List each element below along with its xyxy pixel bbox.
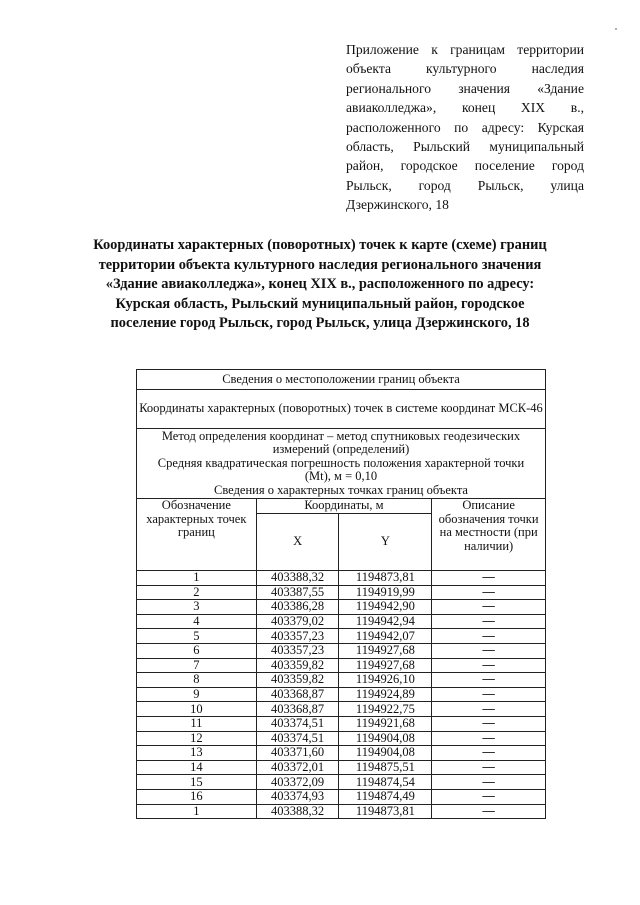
method-line: измерений (определений)	[272, 442, 410, 457]
point-label: 10	[137, 702, 257, 717]
coord-y: 1194926,10	[339, 673, 432, 688]
coord-y: 1194873,81	[339, 571, 432, 586]
col-y-header: Y	[339, 514, 432, 571]
coord-y: 1194942,90	[339, 600, 432, 615]
coord-y: 1194904,08	[339, 731, 432, 746]
table-row	[137, 731, 546, 746]
appendix-note	[346, 40, 584, 215]
point-description: —	[432, 804, 546, 819]
document-title	[72, 236, 568, 334]
coord-y: 1194942,94	[339, 614, 432, 629]
col-point-header: Обозначение характерных точек границ	[137, 499, 257, 571]
coord-x: 403359,82	[256, 658, 339, 673]
coord-y: 1194921,68	[339, 716, 432, 731]
coord-y: 1194919,99	[339, 585, 432, 600]
coord-x: 403374,51	[256, 716, 339, 731]
point-description: —	[432, 687, 546, 702]
table-row	[137, 789, 546, 804]
col-desc-header: Описание обозначения точки на местности (при наличии)	[432, 499, 546, 571]
appendix-line: расположенного по адресу: Курская	[346, 119, 584, 135]
table-row	[137, 600, 546, 615]
point-label: 14	[137, 760, 257, 775]
point-label: 12	[137, 731, 257, 746]
coord-y: 1194904,08	[339, 746, 432, 761]
coord-x: 403368,87	[256, 687, 339, 702]
point-label: 1	[137, 804, 257, 819]
point-description: —	[432, 585, 546, 600]
point-description: —	[432, 629, 546, 644]
table-row	[137, 746, 546, 761]
point-description: —	[432, 614, 546, 629]
appendix-line: регионального значения «Здание	[346, 80, 584, 96]
point-description: —	[432, 600, 546, 615]
coord-system: Координаты характерных (поворотных) точек в системе координат МСК-46	[137, 390, 546, 429]
point-label: 5	[137, 629, 257, 644]
point-label: 6	[137, 643, 257, 658]
coord-x: 403372,01	[256, 760, 339, 775]
coord-x: 403357,23	[256, 629, 339, 644]
coord-y: 1194942,07	[339, 629, 432, 644]
appendix-line: Дзержинского, 18	[346, 197, 449, 213]
table-row	[137, 658, 546, 673]
appendix-line: область, Рыльский муниципальный	[346, 139, 584, 155]
appendix-line: авиаколледжа», конец XIX в.,	[346, 100, 584, 116]
coord-x: 403357,23	[256, 643, 339, 658]
method-line: (Mt), м = 0,10	[304, 469, 378, 484]
appendix-line: Рыльск, город Рыльск, улица	[346, 177, 584, 193]
col-x-header: X	[256, 514, 339, 571]
point-label: 4	[137, 614, 257, 629]
coord-y: 1194927,68	[339, 643, 432, 658]
coord-y: 1194874,54	[339, 775, 432, 790]
point-description: —	[432, 658, 546, 673]
section-title: Сведения о местоположении границ объекта	[137, 370, 546, 390]
table-row	[137, 643, 546, 658]
table-body	[137, 571, 546, 819]
coord-y: 1194927,68	[339, 658, 432, 673]
coord-y: 1194874,49	[339, 789, 432, 804]
title-line: Координаты характерных (поворотных) точек к карте (схеме) границ	[93, 237, 547, 253]
coord-x: 403386,28	[256, 600, 339, 615]
coord-y: 1194875,51	[339, 760, 432, 775]
table-row	[137, 614, 546, 629]
coord-y: 1194924,89	[339, 687, 432, 702]
point-label: 7	[137, 658, 257, 673]
table-row	[137, 673, 546, 688]
title-line: Курская область, Рыльский муниципальный район, городское	[115, 295, 525, 312]
coordinates-table	[136, 369, 546, 819]
coord-x: 403379,02	[256, 614, 339, 629]
point-description: —	[432, 673, 546, 688]
point-description: —	[432, 731, 546, 746]
title-line: территории объекта культурного наследия регионального значения	[98, 256, 542, 273]
coord-x: 403374,51	[256, 731, 339, 746]
point-label: 16	[137, 789, 257, 804]
coord-x: 403368,87	[256, 702, 339, 717]
coord-x: 403388,32	[256, 571, 339, 586]
point-description: —	[432, 746, 546, 761]
table-row	[137, 804, 546, 819]
point-label: 13	[137, 746, 257, 761]
table-row	[137, 687, 546, 702]
point-label: 8	[137, 673, 257, 688]
point-label: 2	[137, 585, 257, 600]
title-line: поселение город Рыльск, город Рыльск, улица Дзержинского, 18	[110, 315, 530, 332]
method-line: Метод определения координат – метод спутниковых геодезических	[161, 428, 521, 443]
point-description: —	[432, 760, 546, 775]
table-row	[137, 760, 546, 775]
point-description: —	[432, 775, 546, 790]
point-label: 9	[137, 687, 257, 702]
table-row	[137, 775, 546, 790]
appendix-line: Приложение к границам территории	[346, 42, 584, 57]
point-description: —	[432, 571, 546, 586]
point-description: —	[432, 702, 546, 717]
coord-x: 403388,32	[256, 804, 339, 819]
coord-x: 403387,55	[256, 585, 339, 600]
coord-x: 403359,82	[256, 673, 339, 688]
table-row	[137, 585, 546, 600]
scan-dot	[614, 18, 618, 22]
point-label: 15	[137, 775, 257, 790]
table-row	[137, 716, 546, 731]
method-line: Сведения о характерных точках границ объекта	[214, 482, 468, 497]
point-description: —	[432, 716, 546, 731]
table-row	[137, 702, 546, 717]
point-description: —	[432, 789, 546, 804]
point-label: 11	[137, 716, 257, 731]
coord-x: 403372,09	[256, 775, 339, 790]
point-label: 1	[137, 571, 257, 586]
method-line: Средняя квадратическая погрешность положения характерной точки	[157, 455, 525, 470]
point-label: 3	[137, 600, 257, 615]
appendix-line: район, городское поселение город	[346, 158, 584, 174]
coord-y: 1194873,81	[339, 804, 432, 819]
coord-x: 403371,60	[256, 746, 339, 761]
coord-y: 1194922,75	[339, 702, 432, 717]
point-description: —	[432, 643, 546, 658]
coord-x: 403374,93	[256, 789, 339, 804]
table-row	[137, 571, 546, 586]
appendix-line: объекта культурного наследия	[346, 61, 584, 77]
title-line: «Здание авиаколледжа», конец XIX в., расположенного по адресу:	[105, 276, 535, 293]
method-block	[137, 429, 546, 499]
col-coords-header: Координаты, м	[256, 499, 432, 514]
table-row	[137, 629, 546, 644]
